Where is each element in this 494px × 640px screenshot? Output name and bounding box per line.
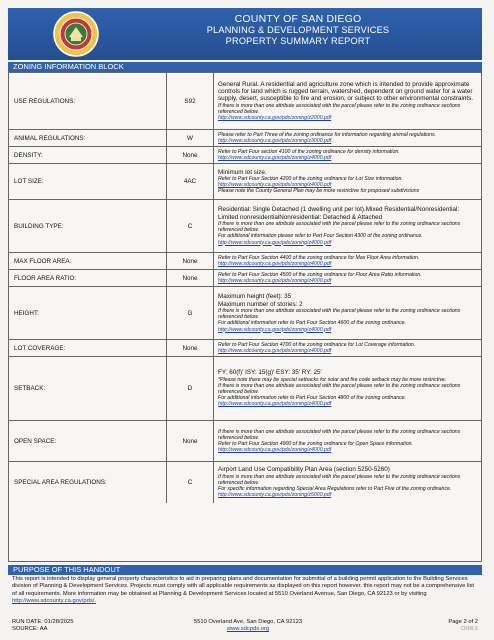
zoning-row-description [214,357,481,420]
zoning-row-label: LOT COVERAGE: [9,340,167,356]
ordinance-link[interactable]: http://www.sdcounty.ca.gov/pds/zoning/z4000.pdf [218,447,332,454]
ordinance-link[interactable]: http://www.sdcounty.ca.gov/pds/zoning/z5000.pdf [218,492,332,499]
ordinance-link[interactable]: http://www.sdcounty.ca.gov/pds/zoning/z4000.pdf [218,261,332,267]
source: SOURCE: AA [12,626,48,632]
description-note: Refer to Part Four section 4100 of the zoning ordinance for density information. [218,148,400,155]
header-text [118,13,478,47]
zoning-row-description [214,73,481,129]
ordinance-link[interactable]: http://www.sdcounty.ca.gov/pds/zoning/z4000.pdf [218,239,332,246]
page-footer [8,617,482,637]
description-note: For additional information refer to Part Four Section 4800 of the zoning ordinance. [218,395,407,402]
zoning-row [9,287,481,340]
zoning-row [9,357,481,421]
zoning-row [9,73,481,130]
zoning-row-label: HEIGHT: [9,287,167,339]
zoning-row-description [214,421,481,461]
description-note: For additional information please refer to Part Four Section 4300 of the zoning ordinance. [218,233,423,240]
footer-center [168,619,328,633]
description-main: FY: 60(f)' ISY: 15(g)' ESY: 35' RY: 25' [218,369,322,377]
zoning-row-description [214,130,481,146]
ordinance-link[interactable]: http://www.sdcounty.ca.gov/pds/zoning/z4000.pdf [218,155,332,161]
zoning-row-code: G [167,287,214,339]
zoning-row-description [214,462,481,503]
description-note: Refer to Part Four Section 4400 of the zoning ordinance for Max Floor Area information. [218,254,420,261]
description-main: Minimum lot size. [218,168,267,176]
zoning-row-description [214,147,481,163]
ordinance-link[interactable]: http://www.sdcounty.ca.gov/pds/zoning/z4000.pdf [218,401,332,408]
zoning-row-description [214,287,481,339]
description-main: Maximum height (feet): 35 [218,293,292,301]
purpose-section-title: PURPOSE OF THIS HANDOUT [8,565,482,575]
zoning-row-description [214,340,481,356]
zoning-row [9,421,481,462]
description-note: If there is more than one attribute associated with the parcel please refer to the zoning ordinance sections referenced below. [218,102,461,115]
zoning-row [9,270,481,287]
zoning-row-label: OPEN SPACE: [9,421,167,461]
zoning-row-code: None [167,147,214,163]
zoning-row-label: SPECIAL AREA REGULATIONS: [9,462,167,503]
zoning-row-description [214,164,481,199]
description-note: Refer to Part Four Section 4200 of the zoning ordinance for Lot Size information. [218,175,403,182]
zoning-row-code: None [167,270,214,286]
zoning-row-code: D [167,357,214,420]
report-header [8,8,482,60]
website-link[interactable]: www.sdcpds.org [226,626,270,632]
zoning-row-label: BUILDING TYPE: [9,200,167,252]
description-note: If there is more than one attribute associated with the parcel please refer to the zoning ordinance sections referenced below. [218,307,461,321]
description-note: *Please note there may be special setbacks for solar and fire code setback may be more restrictive. [218,376,447,383]
office-address: 5510 Overland Ave, San Diego, CA 92123 [193,619,303,625]
zoning-row-code: S92 [167,73,214,129]
purpose-body: This report is intended to display general property characteristics to aid in preparing plans and documentation for submittal of a building permit application to the Building Services division of Planning & Development Services. Projects must comply with all applicable requirements as displayed on this report however, this report may not be a comprehensive list of all requirements. More information may be obtained at Planning & Development Services located at 5510 Overland Avenue, San Diego, CA 92123 or by visiting [12,576,475,597]
zoning-row-label: FLOOR AREA RATIO: [9,270,167,286]
zoning-row-label: USE REGULATIONS: [9,73,167,129]
zoning-row-code: C [167,462,214,503]
description-main: General Rural. A residential and agriculture zone which is intended to provide approximate controls for land which is rugged terrain, watershed, dependent on ground water for a water supply, desert, susceptible to fire and erosion, or subject to other environmental constraints. [218,80,474,103]
zoning-row-code: None [167,421,214,461]
zoning-table [8,72,482,562]
description-note: Please note the County General Plan may be more restrictive for proposed subdivisions [218,188,420,195]
zoning-row-description [214,200,481,252]
zoning-section-title: ZONING INFORMATION BLOCK [8,62,482,72]
zoning-row-code: 4AC [167,164,214,199]
zoning-row-label: MAX FLOOR AREA: [9,253,167,269]
ordinance-link[interactable]: http://www.sdcounty.ca.gov/pds/zoning/z4000.pdf [218,278,332,284]
county-name: COUNTY OF SAN DIEGO [234,13,362,25]
description-note: For specific information regarding Special Area Regulations refer to Part Five of the zoning ordinance. [218,486,452,493]
page-number: Page 2 of 2 [448,619,478,625]
zoning-row [9,253,481,270]
description-note: If there is more than one attribute associated with the parcel please refer to the zoning ordinance sections referenced below. [218,473,461,486]
description-main: Residential: Single Detached (1 dwelling unit per lot).Mixed Residential/Nonresidential: Limited nonresidentialNonresidential: Detached & Attached [218,206,460,221]
zoning-row [9,200,481,253]
zoning-row [9,462,481,503]
description-note: If there is more than one attribute associated with the parcel please refer to the zoning ordinance sections referenced below. [218,382,461,396]
zoning-row [9,164,481,200]
zoning-row [9,340,481,357]
zoning-row-code: W [167,130,214,146]
zoning-row-code: C [167,200,214,252]
footer-left [12,619,73,633]
zoning-row [9,147,481,164]
county-seal-icon [52,10,100,58]
description-note: If there is more than one attribute associated with the parcel please refer to the zoning ordinance sections referenced below. [218,428,461,441]
description-note: Please refer to Part Three of the zoning ordinance for information regarding animal regulations. [218,131,436,138]
zoning-row-label: SETBACK: [9,357,167,420]
purpose-text [12,576,480,606]
description-note: Refer to Part Four Section 4900 of the zoning ordinance for Open Space information. [218,441,413,447]
pds-website-link[interactable]: http://www.sdcounty.ca.gov/pds/. [12,598,96,605]
description-note: Refer to Part Four Section 4700 of the zoning ordinance for Lot Coverage information. [218,341,416,348]
zoning-row [9,130,481,147]
description-note: If there is more than one attribute associated with the parcel please refer to the zoning ordinance sections referenced below. [218,220,461,234]
zoning-row-description [214,253,481,269]
ordinance-link[interactable]: http://www.sdcounty.ca.gov/pds/zoning/z4000.pdf [218,348,332,354]
description-note: For additional information refer to Part Four Section 4600 of the zoning ordinance. [218,320,407,327]
zoning-row-label: LOT SIZE: [9,164,167,199]
ordinance-link[interactable]: http://www.sdcounty.ca.gov/pds/zoning/z4000.pdf [218,182,332,189]
description-note: Refer to Part Four Section 4500 of the zoning ordinance for Floor Area Ratio information. [218,271,422,278]
zoning-row-code: None [167,253,214,269]
watermark-stamp: CRMLS [460,626,478,632]
description-main: Airport Land Use Compatibility Plan Area (section 5250-5260) [218,466,390,474]
run-date: RUN DATE: 01/28/2025 [12,619,74,625]
report-title: PROPERTY SUMMARY REPORT [225,36,371,46]
description-main: Maximum number of stories: 2 [218,300,303,308]
zoning-row-label: DENSITY: [9,147,167,163]
department-name: PLANNING & DEVELOPMENT SERVICES [206,25,390,35]
ordinance-link[interactable]: http://www.sdcounty.ca.gov/pds/zoning/z2000.pdf [218,115,332,122]
ordinance-link[interactable]: http://www.sdcounty.ca.gov/pds/zoning/z4000.pdf [218,326,332,333]
ordinance-link[interactable]: http://www.sdcounty.ca.gov/pds/zoning/z3000.pdf [218,138,332,144]
zoning-row-label: ANIMAL REGULATIONS: [9,130,167,146]
zoning-row-code: None [167,340,214,356]
zoning-row-description [214,270,481,286]
